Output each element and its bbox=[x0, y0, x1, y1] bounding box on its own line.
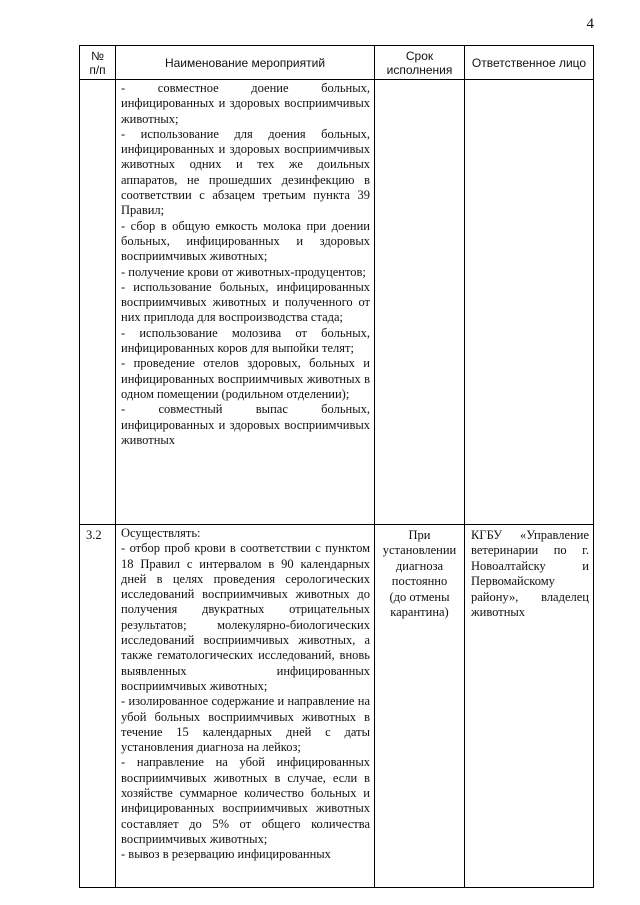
measure-item: - использование для доения больных, инфицированных и здоровых восприимчивых животных одних и тех же доильных аппаратов, не прошедших дезинфекцию в соответствии с абзацем третьим пункта 39 Правил; bbox=[121, 126, 370, 218]
measure-item: - направление на убой инфицированных восприимчивых животных в случае, если в хозяйстве суммарное количество больных и инфицированных восприимчивых животных составляет до 5% от общего количества восприимчивых животных; bbox=[121, 755, 370, 846]
row-term-cell bbox=[375, 80, 465, 525]
table-row bbox=[80, 80, 594, 525]
header-name bbox=[116, 46, 375, 80]
measure-item: - совместное доение больных, инфицированных и здоровых восприимчивых животных; bbox=[121, 81, 370, 126]
measure-item: - использование молозива от больных, инфицированных коров для выпойки телят; bbox=[121, 325, 370, 356]
row-measures-cell bbox=[116, 525, 375, 888]
row-responsible-cell bbox=[465, 80, 594, 525]
row-number-cell bbox=[80, 80, 116, 525]
header-responsible-text: Ответственное лицо bbox=[471, 55, 587, 70]
row-number-cell bbox=[80, 525, 116, 888]
measure-item: - вывоз в резервацию инфицированных bbox=[121, 847, 331, 862]
measure-item: - совместный выпас больных, инфицированных и здоровых восприимчивых животных bbox=[121, 402, 370, 447]
row-term-cell bbox=[375, 525, 465, 888]
measure-item: - сбор в общую емкость молока при доении больных, инфицированных и здоровых восприимчивых животных; bbox=[121, 218, 370, 264]
header-name-text: Наименование мероприятий bbox=[164, 55, 326, 70]
measures-table bbox=[79, 45, 594, 888]
table-row bbox=[80, 525, 594, 888]
header-term bbox=[375, 46, 465, 80]
measure-item: - использование больных, инфицированных восприимчивых животных и полученного от них приплода для воспроизводства стада; bbox=[121, 279, 370, 325]
row-number: 3.2 bbox=[86, 528, 102, 542]
measure-item: - изолированное содержание и направление на убой больных восприимчивых животных в течение 15 календарных дней с даты установления диагноза на лейкоз; bbox=[121, 694, 370, 755]
header-term-text: Срок исполнения bbox=[386, 48, 453, 77]
header-number-text: № п/п bbox=[89, 48, 106, 77]
row-responsible-cell bbox=[465, 525, 594, 888]
row-term: При установлении диагноза постоянно (до отмены карантина) bbox=[382, 528, 457, 620]
measure-item: - получение крови от животных-продуцентов; bbox=[121, 264, 366, 279]
page-number: 4 bbox=[586, 16, 594, 32]
measure-item: Осуществлять: bbox=[121, 526, 201, 540]
header-responsible bbox=[465, 46, 594, 80]
measure-item: - отбор проб крови в соответствии с пунктом 18 Правил с интервалом в 90 календарных дней в целях проведения серологических исследований восприимчивых животных до получения двукратных отрицательных результатов; молекулярно-биологических исследований восприимчивых животных, а также гематологических исследований, вновь выявленных инфицированных восприимчивых животных; bbox=[121, 541, 370, 693]
measure-item: - проведение отелов здоровых, больных и инфицированных восприимчивых животных в одном помещении (родильном отделении); bbox=[121, 356, 370, 401]
table-header-row bbox=[80, 46, 594, 80]
header-number bbox=[80, 46, 116, 80]
row-responsible: КГБУ «Управление ветеринарии по г. Новоалтайску и Первомайскому району», владелец животных bbox=[471, 528, 589, 620]
row-measures-cell bbox=[116, 80, 375, 525]
